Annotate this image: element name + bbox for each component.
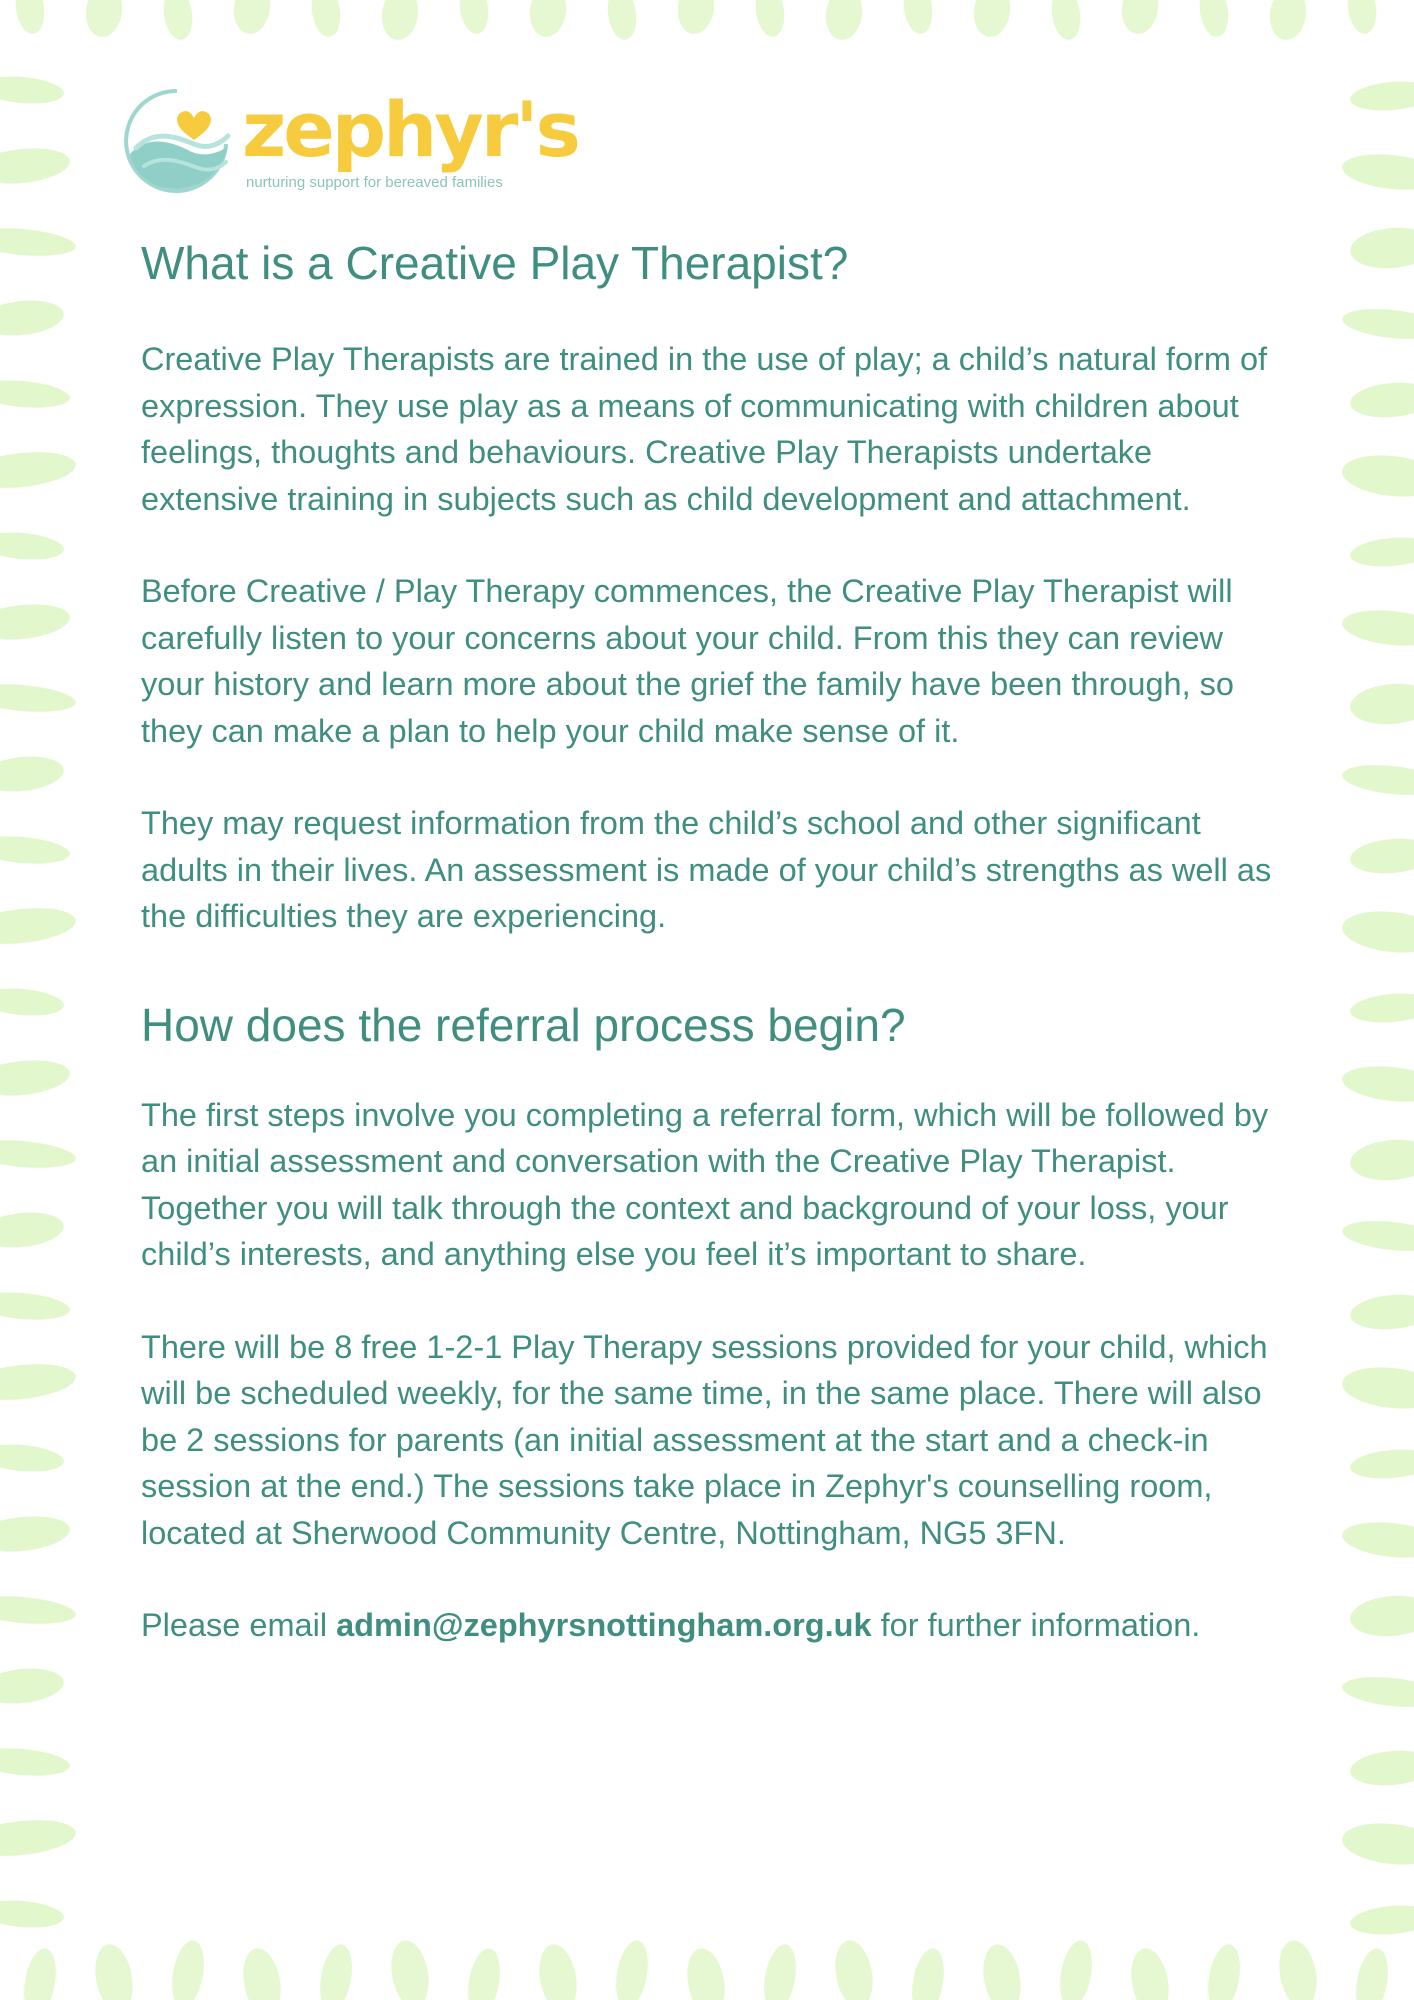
leaf-stroke bbox=[1274, 1937, 1321, 2000]
leaf-stroke bbox=[0, 600, 72, 644]
contact-suffix: for further information. bbox=[871, 1607, 1201, 1643]
leaf-stroke bbox=[823, 0, 866, 42]
leaf-stroke bbox=[534, 1941, 581, 2000]
leaf-stroke bbox=[457, 0, 492, 36]
leaf-stroke bbox=[978, 1941, 1025, 2000]
email-link[interactable]: admin@zephyrsnottingham.org.uk bbox=[336, 1607, 872, 1643]
leaf-stroke bbox=[0, 1441, 65, 1474]
leaf-stroke bbox=[675, 0, 718, 36]
leaf-stroke bbox=[83, 0, 126, 39]
leaf-stroke bbox=[1345, 0, 1380, 36]
leaf-stroke bbox=[386, 1937, 433, 2000]
leaf-stroke bbox=[0, 1056, 72, 1100]
leaf-stroke bbox=[1340, 1062, 1414, 1106]
leaf-stroke bbox=[0, 1359, 77, 1404]
leaf-stroke bbox=[1340, 1363, 1414, 1413]
leaf-stroke bbox=[167, 1938, 208, 2000]
leaf-stroke bbox=[1341, 305, 1414, 343]
leaf-stroke bbox=[1349, 379, 1414, 420]
leaf-stroke bbox=[907, 1946, 948, 2000]
leaf-stroke bbox=[1049, 0, 1084, 42]
leaf-stroke bbox=[238, 1945, 285, 2000]
leaf-stroke bbox=[1349, 1446, 1414, 1481]
leaf-stroke bbox=[0, 1512, 72, 1556]
leaf-stroke bbox=[0, 1209, 66, 1252]
leaf-stroke bbox=[231, 0, 274, 36]
leaf-stroke bbox=[1351, 1946, 1392, 2000]
leaf-stroke bbox=[971, 0, 1014, 39]
leaf-stroke bbox=[90, 1941, 137, 2000]
leaf-stroke bbox=[1341, 1217, 1414, 1255]
leaf-stroke bbox=[0, 833, 71, 867]
intro-paragraph: Creative Play Therapists are trained in the use of play; a child’s natural form of expression. They use play as a means of communicating with children about feelings, thoughts and behaviours. Creative Play Therapists undertake extensive training in subjects such as child development and attachment. bbox=[141, 341, 1268, 517]
leaf-stroke bbox=[753, 0, 788, 39]
logo-wordmark: zephyr's bbox=[242, 85, 578, 174]
leaf-stroke bbox=[759, 1942, 800, 2000]
leaf-stroke bbox=[0, 1745, 71, 1779]
leaf-stroke bbox=[1119, 0, 1162, 36]
leaf-stroke bbox=[0, 377, 71, 411]
leaf-stroke bbox=[1348, 680, 1414, 727]
section-heading-what-is: What is a Creative Play Therapist? bbox=[141, 237, 849, 289]
leaf-stroke bbox=[0, 1897, 65, 1930]
leaf-stroke bbox=[1340, 907, 1414, 957]
leaf-stroke bbox=[1349, 835, 1414, 876]
leaf-stroke bbox=[830, 1937, 877, 2000]
leaf-stroke bbox=[1340, 150, 1414, 194]
leaf-stroke bbox=[0, 224, 77, 259]
leaf-stroke bbox=[0, 144, 72, 188]
logo-tagline: nurturing support for bereaved families bbox=[246, 174, 503, 191]
leaf-stroke bbox=[1055, 1938, 1096, 2000]
leaf-stroke bbox=[527, 0, 570, 39]
leaf-stroke bbox=[1349, 78, 1414, 113]
leaf-stroke bbox=[1341, 761, 1414, 799]
leaf-stroke bbox=[13, 0, 48, 36]
leaf-stroke bbox=[19, 1946, 60, 2000]
leaf-stroke bbox=[463, 1946, 504, 2000]
leaf-stroke bbox=[1197, 0, 1232, 39]
leaf-stroke bbox=[1340, 451, 1414, 501]
leaf-stroke bbox=[0, 1289, 71, 1323]
leaf-stroke bbox=[379, 0, 422, 42]
leaf-stroke bbox=[1348, 224, 1414, 271]
referral-steps-paragraph: The first steps involve you completing a referral form, which will be followed by an initial assessment and conversation with the Creative Play Therapist. Together you will talk through the context and background of your loss, your child’s interests, and anything else you feel it’s important to share. bbox=[141, 1096, 1269, 1272]
leaf-stroke bbox=[1341, 1673, 1414, 1711]
leaf-stroke bbox=[1349, 1291, 1414, 1332]
main-content bbox=[141, 234, 1291, 1649]
leaf-stroke bbox=[1349, 1902, 1414, 1937]
leaf-stroke bbox=[0, 985, 65, 1018]
leaf-stroke bbox=[1340, 606, 1414, 650]
leaf-stroke bbox=[611, 1938, 652, 2000]
leaf-stroke bbox=[1349, 990, 1414, 1025]
leaf-stroke bbox=[1203, 1942, 1244, 2000]
leaf-stroke bbox=[1267, 0, 1310, 42]
leaf-stroke bbox=[1126, 1945, 1173, 2000]
leaf-stroke bbox=[0, 73, 65, 106]
leaf-stroke bbox=[0, 680, 77, 715]
leaf-stroke bbox=[0, 1592, 77, 1627]
wave-heart-logo-icon bbox=[122, 88, 232, 194]
leaf-stroke bbox=[161, 0, 196, 42]
leaf-stroke bbox=[309, 0, 344, 39]
leaf-stroke bbox=[901, 0, 936, 36]
leaf-stroke bbox=[0, 447, 77, 492]
leaf-stroke bbox=[0, 1815, 77, 1860]
leaf-stroke bbox=[0, 753, 66, 796]
leaf-stroke bbox=[0, 903, 77, 948]
section-heading-referral: How does the referral process begin? bbox=[141, 998, 906, 1051]
leaf-stroke bbox=[1349, 534, 1414, 569]
leaf-stroke bbox=[0, 297, 66, 340]
leaf-stroke bbox=[0, 1665, 66, 1708]
leaf-stroke bbox=[682, 1945, 729, 2000]
leaf-stroke bbox=[1348, 1136, 1414, 1183]
contact-prefix: Please email bbox=[141, 1607, 337, 1643]
leaf-stroke bbox=[0, 529, 65, 562]
leaf-stroke bbox=[1340, 1819, 1414, 1869]
leaf-stroke bbox=[1340, 1518, 1414, 1562]
leaf-stroke bbox=[0, 1136, 77, 1171]
assessment-paragraph: They may request information from the child’s school and other significant adults in their lives. An assessment is made of your child’s strengths as well as the difficulties they are experiencing. bbox=[141, 805, 1272, 934]
before-therapy-paragraph: Before Creative / Play Therapy commences, the Creative Play Therapist will carefully listen to your concerns about your child. From this they can review your history and learn more about the grief the family have been through, so they can make a plan to help your child make sense of it. bbox=[141, 573, 1235, 749]
zephyrs-logo bbox=[122, 85, 578, 198]
sessions-paragraph: There will be 8 free 1-2-1 Play Therapy sessions provided for your child, which will be scheduled weekly, for the same time, in the same place. There will also be 2 sessions for parents (an initial assessment at the start and a check-in session at the end.) The sessions take place in Zephyr's counselling room, located at Sherwood Community Centre, Nottingham, NG5 3FN. bbox=[141, 1328, 1268, 1551]
leaf-stroke bbox=[605, 0, 640, 42]
leaf-stroke bbox=[315, 1942, 356, 2000]
leaf-stroke bbox=[1349, 1747, 1414, 1788]
leaf-stroke bbox=[1348, 1592, 1414, 1639]
contact-paragraph bbox=[141, 1602, 1291, 1649]
